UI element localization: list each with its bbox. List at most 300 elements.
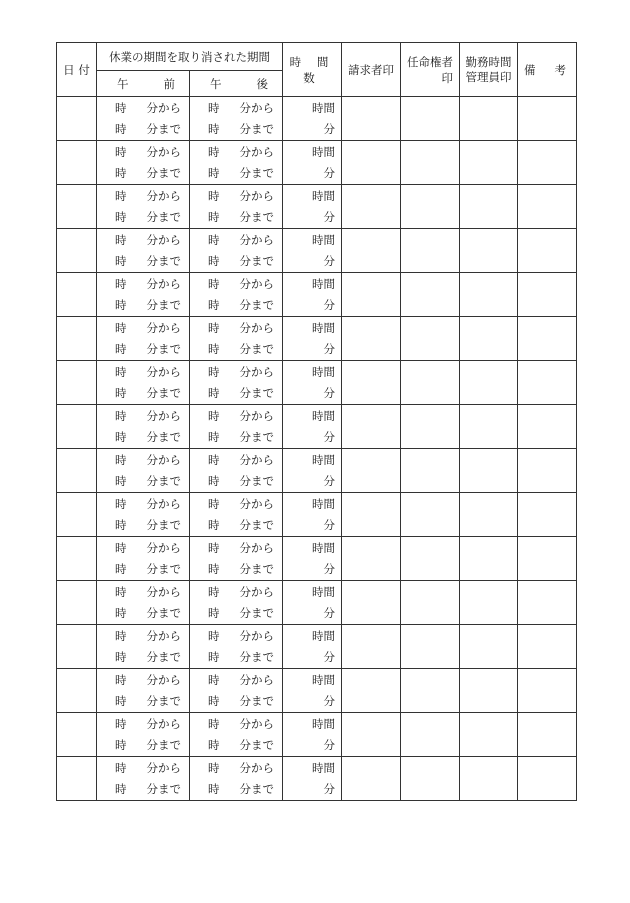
hour-label: 時	[115, 737, 127, 752]
to-label: 分まで	[239, 737, 274, 752]
table-row	[57, 361, 577, 405]
pm-time-cell[interactable]	[190, 449, 283, 493]
minutes-unit-label: 分	[323, 781, 335, 796]
pm-time-cell[interactable]	[190, 669, 283, 713]
to-label: 分まで	[239, 693, 274, 708]
appointer-seal-cell[interactable]	[401, 361, 460, 405]
hours-unit-label: 時間	[312, 760, 335, 775]
hour-label: 時	[115, 232, 127, 247]
minutes-unit-label: 分	[323, 209, 335, 224]
minutes-unit-label: 分	[323, 561, 335, 576]
appointer-seal-cell[interactable]	[401, 625, 460, 669]
date-cell[interactable]	[57, 317, 97, 361]
hours-unit-label: 時間	[312, 364, 335, 379]
hours-unit-label: 時間	[312, 320, 335, 335]
hours-cell[interactable]	[283, 317, 342, 361]
hour-label: 時	[115, 540, 127, 555]
remarks-cell[interactable]	[518, 449, 577, 493]
from-label: 分から	[239, 320, 274, 335]
manager-seal-cell[interactable]	[460, 537, 518, 581]
hour-label: 時	[115, 209, 127, 224]
from-label: 分から	[146, 540, 181, 555]
appointer-seal-cell[interactable]	[401, 581, 460, 625]
hours-cell[interactable]	[283, 625, 342, 669]
remarks-cell[interactable]	[518, 581, 577, 625]
hour-label: 時	[208, 408, 220, 423]
hour-label: 時	[208, 297, 220, 312]
requester-seal-cell[interactable]	[342, 185, 401, 229]
pm-time-cell[interactable]	[190, 141, 283, 185]
remarks-cell[interactable]	[518, 757, 577, 801]
pm-time-cell[interactable]	[190, 361, 283, 405]
from-label: 分から	[239, 144, 274, 159]
manager-seal-cell[interactable]	[460, 669, 518, 713]
hour-label: 時	[115, 144, 127, 159]
header-remarks	[518, 43, 577, 97]
manager-seal-cell[interactable]	[460, 581, 518, 625]
hour-label: 時	[208, 144, 220, 159]
from-label: 分から	[146, 144, 181, 159]
hours-unit-label: 時間	[312, 144, 335, 159]
manager-seal-cell[interactable]	[460, 229, 518, 273]
hour-label: 時	[115, 693, 127, 708]
to-label: 分まで	[239, 341, 274, 356]
hour-label: 時	[208, 760, 220, 775]
hour-label: 時	[115, 760, 127, 775]
hour-label: 時	[208, 276, 220, 291]
am-time-cell[interactable]	[97, 141, 190, 185]
from-label: 分から	[239, 100, 274, 115]
appointer-seal-cell[interactable]	[401, 405, 460, 449]
hour-label: 時	[115, 408, 127, 423]
pm-time-cell[interactable]	[190, 229, 283, 273]
hour-label: 時	[208, 232, 220, 247]
appointer-seal-cell[interactable]	[401, 757, 460, 801]
header-am	[97, 71, 190, 97]
minutes-unit-label: 分	[323, 737, 335, 752]
hour-label: 時	[208, 209, 220, 224]
header-remarks-char2: 考	[554, 62, 566, 77]
from-label: 分から	[146, 584, 181, 599]
from-label: 分から	[146, 672, 181, 687]
hour-label: 時	[208, 517, 220, 532]
requester-seal-cell[interactable]	[342, 581, 401, 625]
hours-cell[interactable]	[283, 97, 342, 141]
remarks-cell[interactable]	[518, 141, 577, 185]
date-cell[interactable]	[57, 493, 97, 537]
manager-seal-cell[interactable]	[460, 97, 518, 141]
hour-label: 時	[208, 716, 220, 731]
header-appointer-seal-line1: 任命権者	[407, 54, 453, 69]
table-row	[57, 185, 577, 229]
pm-time-cell[interactable]	[190, 625, 283, 669]
table-row	[57, 669, 577, 713]
to-label: 分まで	[146, 341, 181, 356]
requester-seal-cell[interactable]	[342, 229, 401, 273]
hours-unit-label: 時間	[312, 452, 335, 467]
hour-label: 時	[115, 628, 127, 643]
hour-label: 時	[115, 385, 127, 400]
to-label: 分まで	[239, 781, 274, 796]
date-cell[interactable]	[57, 405, 97, 449]
from-label: 分から	[239, 716, 274, 731]
from-label: 分から	[146, 452, 181, 467]
hour-label: 時	[115, 584, 127, 599]
hour-label: 時	[208, 364, 220, 379]
requester-seal-cell[interactable]	[342, 97, 401, 141]
header-remarks-char1: 備	[524, 62, 536, 77]
hours-unit-label: 時間	[312, 672, 335, 687]
leave-cancellation-form-table	[56, 42, 577, 801]
hour-label: 時	[208, 672, 220, 687]
to-label: 分まで	[146, 385, 181, 400]
to-label: 分まで	[146, 649, 181, 664]
date-cell[interactable]	[57, 669, 97, 713]
am-time-cell[interactable]	[97, 185, 190, 229]
from-label: 分から	[146, 408, 181, 423]
manager-seal-cell[interactable]	[460, 493, 518, 537]
from-label: 分から	[239, 760, 274, 775]
to-label: 分まで	[239, 121, 274, 136]
hours-cell[interactable]	[283, 581, 342, 625]
hour-label: 時	[208, 496, 220, 511]
requester-seal-cell[interactable]	[342, 317, 401, 361]
am-time-cell[interactable]	[97, 229, 190, 273]
hours-unit-label: 時間	[312, 540, 335, 555]
remarks-cell[interactable]	[518, 405, 577, 449]
hour-label: 時	[115, 429, 127, 444]
table-row	[57, 405, 577, 449]
pm-time-cell[interactable]	[190, 493, 283, 537]
hour-label: 時	[208, 649, 220, 664]
requester-seal-cell[interactable]	[342, 713, 401, 757]
to-label: 分まで	[146, 605, 181, 620]
pm-time-cell[interactable]	[190, 537, 283, 581]
from-label: 分から	[146, 276, 181, 291]
header-am-char1: 午	[117, 76, 129, 91]
table-row	[57, 493, 577, 537]
from-label: 分から	[146, 628, 181, 643]
remarks-cell[interactable]	[518, 229, 577, 273]
remarks-cell[interactable]	[518, 713, 577, 757]
minutes-unit-label: 分	[323, 165, 335, 180]
remarks-cell[interactable]	[518, 97, 577, 141]
from-label: 分から	[146, 232, 181, 247]
from-label: 分から	[146, 760, 181, 775]
hour-label: 時	[208, 628, 220, 643]
table-row	[57, 757, 577, 801]
hour-label: 時	[208, 188, 220, 203]
table-row	[57, 317, 577, 361]
hours-unit-label: 時間	[312, 276, 335, 291]
from-label: 分から	[239, 452, 274, 467]
to-label: 分まで	[239, 561, 274, 576]
remarks-cell[interactable]	[518, 625, 577, 669]
minutes-unit-label: 分	[323, 473, 335, 488]
hour-label: 時	[115, 100, 127, 115]
header-appointer-seal	[401, 43, 460, 97]
minutes-unit-label: 分	[323, 253, 335, 268]
am-time-cell[interactable]	[97, 757, 190, 801]
from-label: 分から	[146, 100, 181, 115]
hour-label: 時	[115, 320, 127, 335]
appointer-seal-cell[interactable]	[401, 141, 460, 185]
pm-time-cell[interactable]	[190, 317, 283, 361]
am-time-cell[interactable]	[97, 273, 190, 317]
hour-label: 時	[208, 253, 220, 268]
appointer-seal-cell[interactable]	[401, 537, 460, 581]
am-time-cell[interactable]	[97, 625, 190, 669]
appointer-seal-cell[interactable]	[401, 493, 460, 537]
appointer-seal-cell[interactable]	[401, 185, 460, 229]
pm-time-cell[interactable]	[190, 581, 283, 625]
to-label: 分まで	[239, 253, 274, 268]
hours-unit-label: 時間	[312, 716, 335, 731]
to-label: 分まで	[239, 297, 274, 312]
manager-seal-cell[interactable]	[460, 405, 518, 449]
hour-label: 時	[208, 540, 220, 555]
hour-label: 時	[115, 341, 127, 356]
hour-label: 時	[115, 781, 127, 796]
from-label: 分から	[146, 496, 181, 511]
date-cell[interactable]	[57, 537, 97, 581]
table-row	[57, 229, 577, 273]
pm-time-cell[interactable]	[190, 185, 283, 229]
am-time-cell[interactable]	[97, 361, 190, 405]
header-pm-char2: 後	[256, 76, 268, 91]
hour-label: 時	[208, 584, 220, 599]
from-label: 分から	[239, 628, 274, 643]
manager-seal-cell[interactable]	[460, 625, 518, 669]
hour-label: 時	[115, 188, 127, 203]
hours-unit-label: 時間	[312, 628, 335, 643]
header-hours: 時 間 数	[283, 43, 342, 97]
requester-seal-cell[interactable]	[342, 405, 401, 449]
date-cell[interactable]	[57, 757, 97, 801]
hour-label: 時	[115, 517, 127, 532]
appointer-seal-cell[interactable]	[401, 713, 460, 757]
pm-time-cell[interactable]	[190, 757, 283, 801]
requester-seal-cell[interactable]	[342, 537, 401, 581]
remarks-cell[interactable]	[518, 361, 577, 405]
hour-label: 時	[208, 385, 220, 400]
to-label: 分まで	[146, 517, 181, 532]
hour-label: 時	[115, 165, 127, 180]
manager-seal-cell[interactable]	[460, 273, 518, 317]
hour-label: 時	[208, 737, 220, 752]
to-label: 分まで	[239, 429, 274, 444]
header-manager-seal-line1: 勤務時間	[465, 54, 512, 69]
requester-seal-cell[interactable]	[342, 493, 401, 537]
manager-seal-cell[interactable]	[460, 185, 518, 229]
to-label: 分まで	[146, 209, 181, 224]
remarks-cell[interactable]	[518, 493, 577, 537]
requester-seal-cell[interactable]	[342, 757, 401, 801]
hours-cell[interactable]	[283, 185, 342, 229]
hours-unit-label: 時間	[312, 584, 335, 599]
am-time-cell[interactable]	[97, 97, 190, 141]
header-period: 休業の期間を取り消された期間	[97, 43, 283, 71]
to-label: 分まで	[146, 297, 181, 312]
date-cell[interactable]	[57, 185, 97, 229]
manager-seal-cell[interactable]	[460, 713, 518, 757]
am-time-cell[interactable]	[97, 537, 190, 581]
from-label: 分から	[239, 232, 274, 247]
hour-label: 時	[115, 561, 127, 576]
appointer-seal-cell[interactable]	[401, 273, 460, 317]
hour-label: 時	[208, 781, 220, 796]
date-cell[interactable]	[57, 361, 97, 405]
date-cell[interactable]	[57, 229, 97, 273]
hours-cell[interactable]	[283, 361, 342, 405]
hours-cell[interactable]	[283, 449, 342, 493]
hour-label: 時	[115, 473, 127, 488]
requester-seal-cell[interactable]	[342, 361, 401, 405]
appointer-seal-cell[interactable]	[401, 449, 460, 493]
hour-label: 時	[115, 253, 127, 268]
from-label: 分から	[146, 716, 181, 731]
requester-seal-cell[interactable]	[342, 669, 401, 713]
date-cell[interactable]	[57, 449, 97, 493]
hour-label: 時	[208, 452, 220, 467]
hour-label: 時	[115, 605, 127, 620]
minutes-unit-label: 分	[323, 341, 335, 356]
requester-seal-cell[interactable]	[342, 273, 401, 317]
table-row	[57, 581, 577, 625]
date-cell[interactable]	[57, 625, 97, 669]
hours-cell[interactable]	[283, 537, 342, 581]
date-cell[interactable]	[57, 273, 97, 317]
appointer-seal-cell[interactable]	[401, 669, 460, 713]
header-manager-seal	[460, 43, 518, 97]
header-date: 日 付	[57, 43, 97, 97]
remarks-cell[interactable]	[518, 185, 577, 229]
minutes-unit-label: 分	[323, 605, 335, 620]
hour-label: 時	[208, 605, 220, 620]
table-row	[57, 537, 577, 581]
minutes-unit-label: 分	[323, 693, 335, 708]
from-label: 分から	[239, 276, 274, 291]
hours-cell[interactable]	[283, 405, 342, 449]
pm-time-cell[interactable]	[190, 273, 283, 317]
from-label: 分から	[239, 188, 274, 203]
hour-label: 時	[208, 561, 220, 576]
to-label: 分まで	[239, 517, 274, 532]
from-label: 分から	[146, 188, 181, 203]
hour-label: 時	[208, 341, 220, 356]
hour-label: 時	[208, 429, 220, 444]
hours-cell[interactable]	[283, 713, 342, 757]
header-appointer-seal-line2: 印	[441, 70, 453, 85]
am-time-cell[interactable]	[97, 713, 190, 757]
hour-label: 時	[115, 276, 127, 291]
table-row	[57, 713, 577, 757]
hours-cell[interactable]	[283, 229, 342, 273]
to-label: 分まで	[146, 781, 181, 796]
am-time-cell[interactable]	[97, 669, 190, 713]
to-label: 分まで	[239, 209, 274, 224]
form-rows	[57, 97, 577, 801]
hour-label: 時	[208, 473, 220, 488]
date-cell[interactable]	[57, 97, 97, 141]
table-row	[57, 273, 577, 317]
to-label: 分まで	[146, 473, 181, 488]
requester-seal-cell[interactable]	[342, 449, 401, 493]
hour-label: 時	[208, 100, 220, 115]
am-time-cell[interactable]	[97, 581, 190, 625]
hour-label: 時	[115, 364, 127, 379]
manager-seal-cell[interactable]	[460, 449, 518, 493]
table-row	[57, 141, 577, 185]
am-time-cell[interactable]	[97, 405, 190, 449]
manager-seal-cell[interactable]	[460, 757, 518, 801]
hour-label: 時	[208, 165, 220, 180]
to-label: 分まで	[239, 605, 274, 620]
pm-time-cell[interactable]	[190, 713, 283, 757]
remarks-cell[interactable]	[518, 537, 577, 581]
hour-label: 時	[115, 672, 127, 687]
remarks-cell[interactable]	[518, 669, 577, 713]
appointer-seal-cell[interactable]	[401, 317, 460, 361]
hours-cell[interactable]	[283, 493, 342, 537]
minutes-unit-label: 分	[323, 429, 335, 444]
header-pm	[190, 71, 283, 97]
remarks-cell[interactable]	[518, 273, 577, 317]
am-time-cell[interactable]	[97, 493, 190, 537]
from-label: 分から	[239, 672, 274, 687]
to-label: 分まで	[239, 473, 274, 488]
hours-unit-label: 時間	[312, 496, 335, 511]
table-row	[57, 449, 577, 493]
to-label: 分まで	[239, 165, 274, 180]
pm-time-cell[interactable]	[190, 97, 283, 141]
pm-time-cell[interactable]	[190, 405, 283, 449]
hour-label: 時	[208, 693, 220, 708]
from-label: 分から	[146, 364, 181, 379]
from-label: 分から	[239, 364, 274, 379]
date-cell[interactable]	[57, 141, 97, 185]
to-label: 分まで	[146, 165, 181, 180]
hour-label: 時	[208, 121, 220, 136]
hours-cell[interactable]	[283, 757, 342, 801]
to-label: 分まで	[239, 649, 274, 664]
to-label: 分まで	[146, 253, 181, 268]
date-cell[interactable]	[57, 581, 97, 625]
minutes-unit-label: 分	[323, 121, 335, 136]
am-time-cell[interactable]	[97, 449, 190, 493]
hours-cell[interactable]	[283, 669, 342, 713]
hours-cell[interactable]	[283, 141, 342, 185]
requester-seal-cell[interactable]	[342, 625, 401, 669]
date-cell[interactable]	[57, 713, 97, 757]
appointer-seal-cell[interactable]	[401, 229, 460, 273]
hour-label: 時	[115, 649, 127, 664]
manager-seal-cell[interactable]	[460, 317, 518, 361]
hour-label: 時	[115, 716, 127, 731]
remarks-cell[interactable]	[518, 317, 577, 361]
manager-seal-cell[interactable]	[460, 361, 518, 405]
appointer-seal-cell[interactable]	[401, 97, 460, 141]
am-time-cell[interactable]	[97, 317, 190, 361]
hours-unit-label: 時間	[312, 188, 335, 203]
requester-seal-cell[interactable]	[342, 141, 401, 185]
minutes-unit-label: 分	[323, 385, 335, 400]
hours-unit-label: 時間	[312, 408, 335, 423]
minutes-unit-label: 分	[323, 297, 335, 312]
hours-cell[interactable]	[283, 273, 342, 317]
manager-seal-cell[interactable]	[460, 141, 518, 185]
to-label: 分まで	[146, 737, 181, 752]
